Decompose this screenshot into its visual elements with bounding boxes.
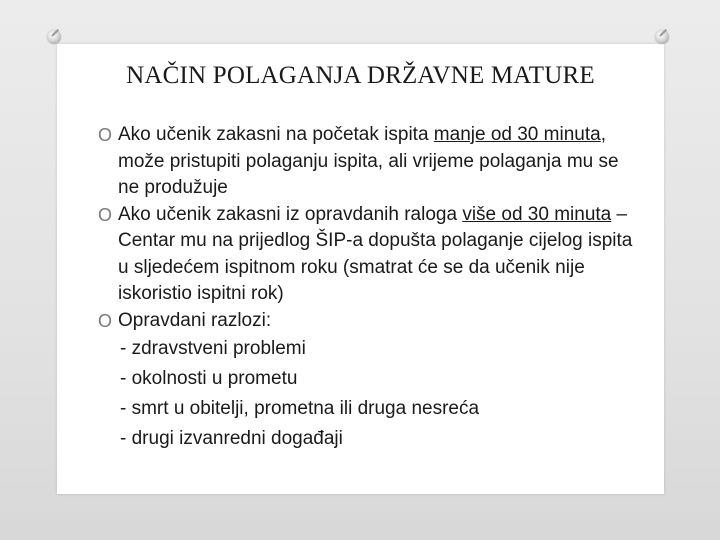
bullet-marker: O	[98, 310, 113, 331]
sub-item: - drugi izvanredni događaji	[120, 428, 343, 449]
sub-item: - okolnosti u prometu	[120, 368, 298, 389]
item-text: , može pristupiti polaganju ispita, ali vrijeme polaganja mu se ne produžuje	[118, 124, 619, 198]
bullet-item-late-more	[98, 202, 638, 308]
item-emphasis: manje od 30 minuta	[433, 124, 601, 145]
bullet-marker: O	[98, 204, 113, 225]
pin-icon	[47, 30, 61, 44]
slide-content	[98, 122, 638, 454]
item-text: Ako učenik zakasni iz opravdanih raloga	[118, 203, 463, 225]
item-emphasis: više od 30 minuta	[462, 203, 612, 225]
item-text: Opravdani razlozi:	[118, 309, 272, 331]
bullet-item-valid-reasons	[98, 308, 638, 335]
item-text: Ako učenik zakasni na početak ispita	[118, 124, 434, 145]
item-text: – Centar mu na prijedlog ŠIP-a dopušta polaganje cijelog ispita u sljedećem ispitnom roku (smatrat će se da učenik nije iskoristio ispitni rok)	[118, 203, 633, 304]
slide-title: NAČIN POLAGANJA DRŽAVNE MATURE	[126, 62, 595, 89]
pin-icon	[655, 30, 669, 44]
sub-item: - smrt u obitelji, prometna ili druga nesreća	[120, 398, 480, 419]
sub-list	[98, 334, 638, 454]
sub-item: - zdravstveni problemi	[120, 338, 306, 359]
bullet-item-late-less	[98, 122, 638, 202]
bullet-marker: O	[98, 125, 113, 145]
